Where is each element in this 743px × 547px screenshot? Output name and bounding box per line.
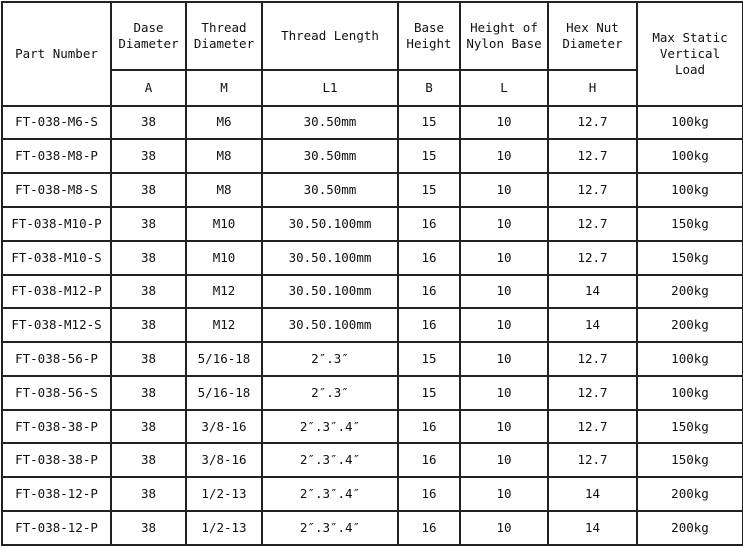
cell-part-number: FT-038-12-P <box>2 477 111 511</box>
cell-base-diameter: 38 <box>111 443 186 477</box>
cell-thread-length: 2″.3″ <box>262 376 398 410</box>
cell-hex-nut-diameter: 14 <box>548 275 637 309</box>
cell-base-diameter: 38 <box>111 139 186 173</box>
cell-base-diameter: 38 <box>111 477 186 511</box>
header-base-diameter: Dase Diameter <box>111 2 186 70</box>
code-base-height: B <box>398 70 460 106</box>
header-nylon-base-height: Height of Nylon Base <box>460 2 548 70</box>
cell-thread-diameter: 5/16-18 <box>186 342 262 376</box>
cell-base-diameter: 38 <box>111 207 186 241</box>
cell-nylon-base-height: 10 <box>460 443 548 477</box>
cell-hex-nut-diameter: 12.7 <box>548 443 637 477</box>
table-row <box>2 139 743 173</box>
table-row <box>2 241 743 275</box>
cell-base-diameter: 38 <box>111 342 186 376</box>
cell-hex-nut-diameter: 12.7 <box>548 173 637 207</box>
cell-part-number: FT-038-M10-P <box>2 207 111 241</box>
cell-thread-length: 2″.3″.4″ <box>262 410 398 444</box>
cell-base-height: 16 <box>398 511 460 545</box>
code-thread-length: L1 <box>262 70 398 106</box>
cell-nylon-base-height: 10 <box>460 410 548 444</box>
cell-hex-nut-diameter: 14 <box>548 477 637 511</box>
cell-max-static-load: 200kg <box>637 308 743 342</box>
cell-thread-length: 30.50.100mm <box>262 275 398 309</box>
cell-base-diameter: 38 <box>111 241 186 275</box>
cell-thread-length: 2″.3″ <box>262 342 398 376</box>
cell-base-height: 15 <box>398 342 460 376</box>
code-row <box>2 70 743 106</box>
cell-part-number: FT-038-56-S <box>2 376 111 410</box>
cell-base-height: 16 <box>398 207 460 241</box>
cell-nylon-base-height: 10 <box>460 275 548 309</box>
cell-nylon-base-height: 10 <box>460 207 548 241</box>
spec-table <box>1 1 743 546</box>
cell-thread-diameter: M10 <box>186 241 262 275</box>
header-thread-diameter: Thread Diameter <box>186 2 262 70</box>
header-part-number: Part Number <box>2 2 111 106</box>
cell-max-static-load: 100kg <box>637 173 743 207</box>
cell-base-height: 16 <box>398 275 460 309</box>
cell-max-static-load: 200kg <box>637 275 743 309</box>
cell-base-diameter: 38 <box>111 511 186 545</box>
cell-hex-nut-diameter: 12.7 <box>548 106 637 140</box>
cell-thread-diameter: 3/8-16 <box>186 410 262 444</box>
cell-hex-nut-diameter: 12.7 <box>548 410 637 444</box>
cell-part-number: FT-038-38-P <box>2 443 111 477</box>
cell-part-number: FT-038-M10-S <box>2 241 111 275</box>
code-base-diameter: A <box>111 70 186 106</box>
cell-part-number: FT-038-M6-S <box>2 106 111 140</box>
code-nylon-base-height: L <box>460 70 548 106</box>
cell-max-static-load: 150kg <box>637 207 743 241</box>
cell-hex-nut-diameter: 12.7 <box>548 139 637 173</box>
cell-max-static-load: 100kg <box>637 139 743 173</box>
cell-part-number: FT-038-38-P <box>2 410 111 444</box>
table-row <box>2 275 743 309</box>
code-thread-diameter: M <box>186 70 262 106</box>
code-hex-nut-diameter: H <box>548 70 637 106</box>
cell-thread-length: 30.50.100mm <box>262 207 398 241</box>
cell-nylon-base-height: 10 <box>460 342 548 376</box>
table-row <box>2 342 743 376</box>
cell-base-height: 16 <box>398 443 460 477</box>
cell-thread-diameter: M10 <box>186 207 262 241</box>
cell-part-number: FT-038-M12-S <box>2 308 111 342</box>
table-row <box>2 477 743 511</box>
cell-nylon-base-height: 10 <box>460 106 548 140</box>
cell-thread-length: 30.50.100mm <box>262 308 398 342</box>
cell-base-height: 15 <box>398 173 460 207</box>
cell-max-static-load: 150kg <box>637 410 743 444</box>
cell-thread-diameter: M12 <box>186 308 262 342</box>
cell-base-diameter: 38 <box>111 410 186 444</box>
cell-max-static-load: 100kg <box>637 342 743 376</box>
cell-nylon-base-height: 10 <box>460 308 548 342</box>
table-row <box>2 173 743 207</box>
cell-max-static-load: 100kg <box>637 106 743 140</box>
cell-base-height: 15 <box>398 376 460 410</box>
cell-part-number: FT-038-M8-S <box>2 173 111 207</box>
cell-base-height: 16 <box>398 477 460 511</box>
cell-thread-diameter: M6 <box>186 106 262 140</box>
cell-thread-length: 30.50mm <box>262 173 398 207</box>
cell-base-diameter: 38 <box>111 173 186 207</box>
cell-thread-length: 2″.3″.4″ <box>262 477 398 511</box>
cell-part-number: FT-038-M8-P <box>2 139 111 173</box>
cell-max-static-load: 150kg <box>637 443 743 477</box>
table-row <box>2 308 743 342</box>
cell-thread-length: 2″.3″.4″ <box>262 511 398 545</box>
header-hex-nut-diameter: Hex Nut Diameter <box>548 2 637 70</box>
cell-base-diameter: 38 <box>111 308 186 342</box>
cell-nylon-base-height: 10 <box>460 241 548 275</box>
cell-part-number: FT-038-M12-P <box>2 275 111 309</box>
table-row <box>2 410 743 444</box>
cell-part-number: FT-038-56-P <box>2 342 111 376</box>
table-row <box>2 106 743 140</box>
cell-thread-diameter: 5/16-18 <box>186 376 262 410</box>
cell-nylon-base-height: 10 <box>460 139 548 173</box>
cell-base-height: 15 <box>398 106 460 140</box>
cell-thread-diameter: M12 <box>186 275 262 309</box>
cell-base-diameter: 38 <box>111 275 186 309</box>
cell-thread-length: 30.50mm <box>262 139 398 173</box>
cell-hex-nut-diameter: 14 <box>548 511 637 545</box>
table-row <box>2 443 743 477</box>
cell-hex-nut-diameter: 12.7 <box>548 241 637 275</box>
cell-base-height: 15 <box>398 139 460 173</box>
cell-base-diameter: 38 <box>111 106 186 140</box>
cell-max-static-load: 150kg <box>637 241 743 275</box>
cell-nylon-base-height: 10 <box>460 511 548 545</box>
cell-part-number: FT-038-12-P <box>2 511 111 545</box>
cell-base-height: 16 <box>398 410 460 444</box>
cell-thread-length: 30.50.100mm <box>262 241 398 275</box>
cell-base-height: 16 <box>398 308 460 342</box>
cell-base-diameter: 38 <box>111 376 186 410</box>
cell-thread-diameter: M8 <box>186 173 262 207</box>
cell-nylon-base-height: 10 <box>460 173 548 207</box>
cell-thread-diameter: 3/8-16 <box>186 443 262 477</box>
table-row <box>2 511 743 545</box>
header-max-static-load: Max Static Vertical Load <box>637 2 743 106</box>
cell-thread-diameter: M8 <box>186 139 262 173</box>
cell-hex-nut-diameter: 14 <box>548 308 637 342</box>
cell-max-static-load: 200kg <box>637 477 743 511</box>
header-base-height: Base Height <box>398 2 460 70</box>
table-row <box>2 207 743 241</box>
cell-max-static-load: 200kg <box>637 511 743 545</box>
cell-hex-nut-diameter: 12.7 <box>548 376 637 410</box>
cell-base-height: 16 <box>398 241 460 275</box>
header-thread-length: Thread Length <box>262 2 398 70</box>
cell-thread-diameter: 1/2-13 <box>186 477 262 511</box>
table-row <box>2 376 743 410</box>
cell-hex-nut-diameter: 12.7 <box>548 342 637 376</box>
cell-hex-nut-diameter: 12.7 <box>548 207 637 241</box>
cell-nylon-base-height: 10 <box>460 477 548 511</box>
cell-thread-diameter: 1/2-13 <box>186 511 262 545</box>
cell-nylon-base-height: 10 <box>460 376 548 410</box>
cell-thread-length: 2″.3″.4″ <box>262 443 398 477</box>
header-row <box>2 2 743 70</box>
cell-max-static-load: 100kg <box>637 376 743 410</box>
cell-thread-length: 30.50mm <box>262 106 398 140</box>
